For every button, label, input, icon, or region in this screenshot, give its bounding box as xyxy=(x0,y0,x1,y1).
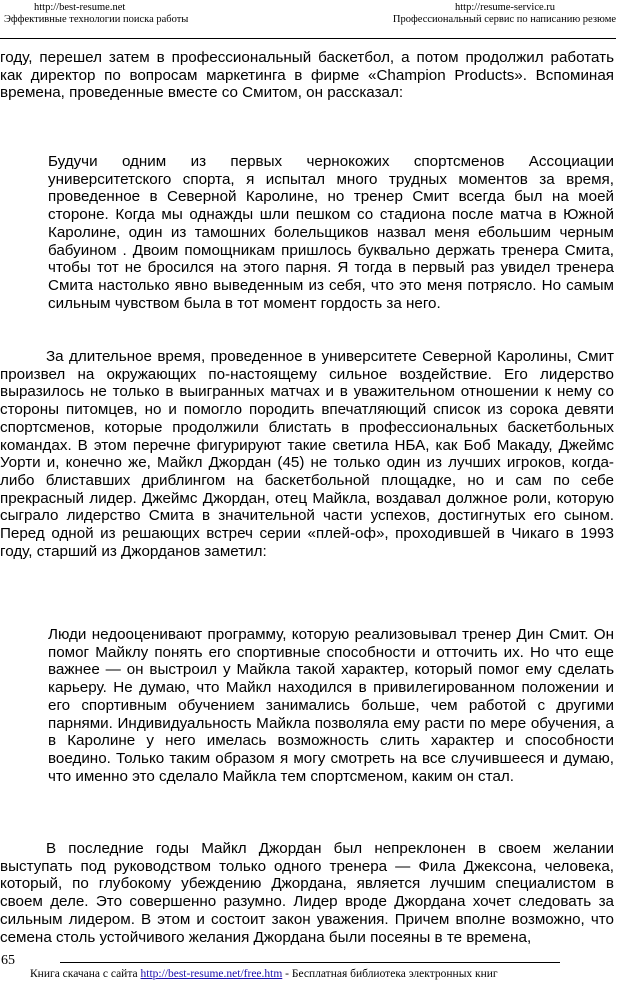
header-divider xyxy=(0,38,616,39)
footer-link[interactable]: http://best-resume.net/free.htm xyxy=(140,968,283,980)
header-left-link[interactable]: http://best-resume.net xyxy=(34,2,126,13)
paragraph-main: За длительное время, проведенное в университете Северной Каролины, Смит произвел на окружающих по-настоящему сильное воздействие. Его лидерство выразилось не только в выигранных матчах и в уважительном отношении к нему со стороны питомцев, но и помогло породить впечатляющий список из сорока девяти спортсменов, которые продолжили блистать в профессиональных баскетбольных командах. В этом перечне фигурируют такие светила НБА, как Боб Макаду, Джеймс Уорти и, конечно же, Майкл Джордан (45) не только один из лучших игроков, когда-либо блиставших дриблингом на баскетбольной площадке, но и сам по себе прекрасный лидер. Джеймс Джордан, отец Майкла, воздавал должное роли, которую сыграло лидерство Смита в значительной части успехов, достигнутых его сыном. Перед одной из решающих встреч серии «плей-оф», проходившей в Чикаго в 1993 году, старший из Джорданов заметил: xyxy=(0,348,614,560)
header-left-tagline: Эффективные технологии поиска работы xyxy=(4,14,189,25)
paragraph-final: В последние годы Майкл Джордан был непреклонен в своем желании выступать под руководством только одного тренера — Фила Джексона, человека, который, по глубокому убеждению Джордана, является лучшим специалистом в своем деле. Это совершенно разумно. Лидер вроде Джордана хочет следовать за сильным лидером. В этом и состоит закон уважения. Причем вполне возможно, что семена столь устойчивого желания Джордана были посеяны в те времена, xyxy=(0,840,614,946)
header-right-link[interactable]: http://resume-service.ru xyxy=(455,2,556,13)
quote-block-2: Люди недооценивают программу, которую реализовывал тренер Дин Смит. Он помог Майклу понять его спортивные способности и отточить их. Но что еще важнее — он выстроил у Майкла такой характер, который помог ему сделать карьеру. Не думаю, что Майкл находился в привилегированном положении и его спортивным обучением занимались больше, чем работой с другими парнями. Индивидуальность Майкла позволяла ему расти по мере обучения, а в Каролине у него имелась возможность слить характер и способности воедино. Только таким образом я могу смотреть на все случившееся и думаю, что именно это сделало Майкла тем спортсменом, каким он стал. xyxy=(48,626,614,785)
header-right-tagline: Профессиональный сервис по написанию резюме xyxy=(392,14,616,25)
quote-block-1: Будучи одним из первых чернокожих спортсменов Ассоциации университетского спорта, я испытал много трудных моментов за время, проведенное в Северной Каролине, но тренер Смит всегда был на моей стороне. Когда мы однажды шли пешком со стадиона после матча в Южной Каролине, один из тамошних болельщиков назвал меня ебольшим черным бабуином . Двоим помощникам пришлось буквально держать тренера Смита, чтобы тот не бросился на этого парня. Я тогда в первый раз увидел тренера Смита настолько явно выведенным из себя, что это меня потрясло. Но самым сильным чувством была в тот момент гордость за него. xyxy=(48,153,614,312)
paragraph-intro: году, перешел затем в профессиональный баскетбол, а потом продолжил работать как директор по вопросам маркетинга в фирме «Champion Products». Вспоминая времена, проведенные вместе со Смитом, он рассказал: xyxy=(0,49,614,102)
footer-divider xyxy=(60,962,560,963)
footer-line xyxy=(30,968,498,980)
footer-prefix: Книга скачана с сайта xyxy=(30,968,141,980)
page-number: 65 xyxy=(1,953,15,968)
footer-suffix: - Бесплатная библиотека электронных книг xyxy=(282,968,498,980)
